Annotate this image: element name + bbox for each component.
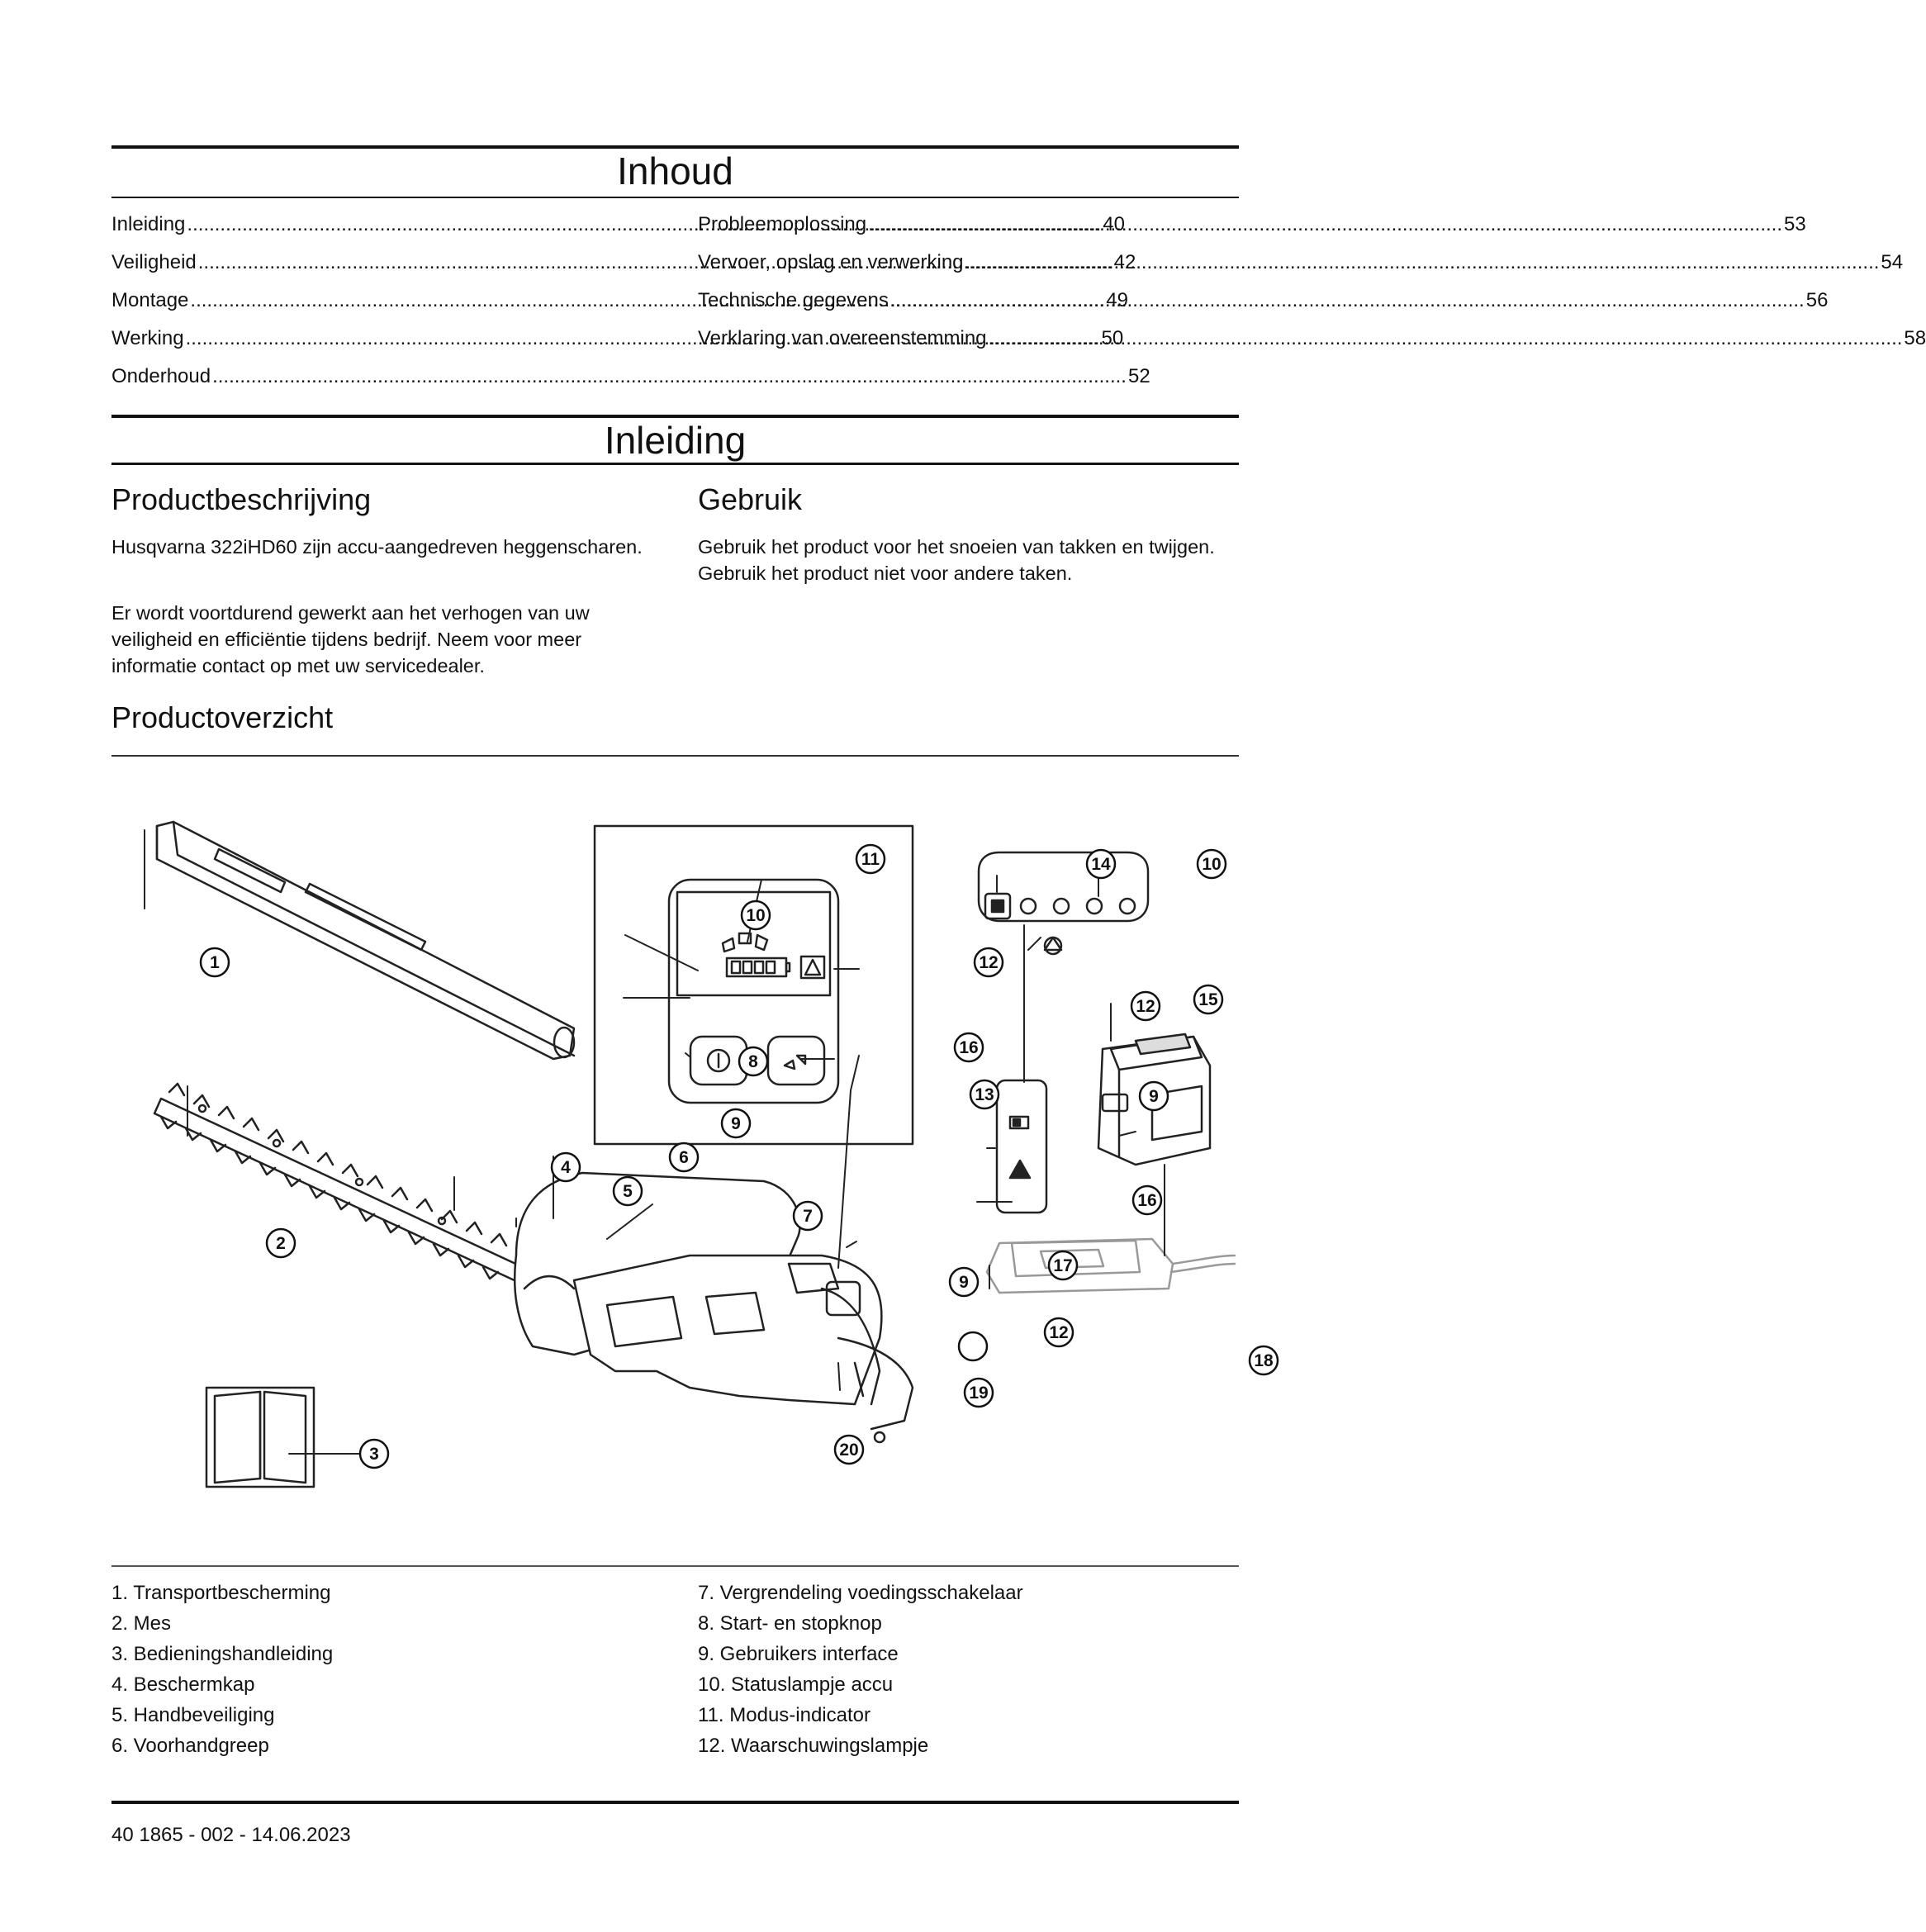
- callout-10: 10: [746, 906, 766, 925]
- callout-11: 11: [861, 850, 880, 869]
- legend-item: 9. Gebruikers interface: [698, 1643, 899, 1665]
- toc-title-rule: [111, 197, 1239, 198]
- callout-18: 18: [1254, 1351, 1274, 1370]
- toc-entry[interactable]: Montage ..... 49: [111, 289, 657, 327]
- legend-item: 11. Modus-indicator: [698, 1704, 870, 1726]
- legend-item: 3. Bedieningshandleiding: [111, 1643, 334, 1665]
- charger-light-panel: [997, 1080, 1046, 1213]
- legend-item: 5. Handbeveiliging: [111, 1704, 275, 1726]
- callout-9c: 9: [731, 1114, 741, 1133]
- product-description-p2: Er wordt voortdurend gewerkt aan het verhogen van uw veiligheid en efficiëntie tijdens bedrijf. Neem voor meer informatie contact op met uw servicedealer.: [111, 602, 590, 676]
- blade-drawing: [154, 1084, 524, 1282]
- toc-entry[interactable]: Verklaring van overeenstemming ..... 58: [698, 327, 1243, 365]
- legend-rule: [111, 1565, 1239, 1567]
- callout-13: 13: [975, 1085, 994, 1104]
- footer-page-info: 40 1865 - 002 - 14.06.2023: [111, 1824, 351, 1846]
- legend-item: 4. Beschermkap: [111, 1673, 255, 1696]
- legend-item: 10. Statuslampje accu: [698, 1673, 894, 1696]
- callout-8: 8: [748, 1052, 758, 1071]
- product-description-heading: Productbeschrijving: [111, 482, 372, 516]
- operator-manual-drawing: [206, 1388, 314, 1487]
- callout-12c: 12: [1049, 1323, 1069, 1342]
- toc-entry[interactable]: Technische gegevens ..... 56: [698, 289, 1243, 327]
- intro-top-rule: [111, 415, 1239, 418]
- footer-rule: [111, 1801, 1239, 1804]
- charger-drawing: [987, 1239, 1235, 1293]
- intro-title-rule: [111, 463, 1239, 465]
- usage-p1: Gebruik het product voor het snoeien van takken en twijgen. Gebruik het product niet voor andere taken.: [698, 536, 1215, 584]
- callout-12b: 12: [1136, 997, 1155, 1016]
- callout-9: 9: [959, 1273, 969, 1292]
- overview-rule: [111, 755, 1239, 757]
- intro-title: Inleiding: [604, 419, 747, 462]
- legend-left: [111, 1578, 333, 1761]
- callout-12: 12: [979, 953, 999, 972]
- legend-item: 12. Waarschuwingslampje: [698, 1735, 929, 1757]
- toc-entry[interactable]: Vervoer, opslag en verwerking ..... 54: [698, 251, 1243, 289]
- legend-item: 8. Start- en stopknop: [698, 1612, 882, 1635]
- toc-entry[interactable]: Inleiding ..... 40: [111, 213, 657, 251]
- product-overview-illustration: [111, 793, 1274, 1536]
- callout-10b: 10: [1202, 855, 1222, 874]
- battery-indicator-inset: [979, 852, 1148, 954]
- trimmer-body-drawing: [515, 1173, 913, 1442]
- callout-7: 7: [803, 1207, 813, 1226]
- usage-heading: Gebruik: [698, 482, 803, 516]
- toc-entry[interactable]: Probleemoplossing ..... 53: [698, 213, 1243, 251]
- transport-guard-drawing: [157, 822, 574, 1059]
- legend-item: 1. Transportbescherming: [111, 1582, 331, 1604]
- legend-item: 2. Mes: [111, 1612, 172, 1635]
- callout-14: 14: [1091, 855, 1111, 874]
- callout-16b: 16: [1137, 1191, 1157, 1210]
- callout-17: 17: [1053, 1256, 1073, 1275]
- control-panel-inset: [595, 826, 913, 1144]
- toc-entry[interactable]: Onderhoud ..... 52: [111, 365, 657, 403]
- toc-right-column: [698, 213, 1926, 365]
- callout-2: 2: [276, 1234, 286, 1253]
- callout-20: 20: [839, 1441, 859, 1460]
- callout-5: 5: [623, 1182, 633, 1201]
- callout-16: 16: [959, 1038, 979, 1057]
- callout-3: 3: [369, 1445, 379, 1464]
- toc-entry[interactable]: Veiligheid ..... 42: [111, 251, 657, 289]
- legend-right: [698, 1578, 1023, 1761]
- overview-heading: Productoverzicht: [111, 700, 334, 734]
- legend-item: 7. Vergrendeling voedingsschakelaar: [698, 1582, 1023, 1604]
- toc-entry[interactable]: Werking ..... 50: [111, 327, 657, 365]
- toc-title: Inhoud: [617, 150, 733, 192]
- toc-left-column: [111, 213, 1150, 403]
- callout-19: 19: [969, 1384, 989, 1403]
- callout-6: 6: [679, 1148, 689, 1167]
- callout-9b: 9: [1149, 1087, 1159, 1106]
- legend-item: 6. Voorhandgreep: [111, 1735, 269, 1757]
- callout-1: 1: [210, 953, 220, 972]
- top-rule: [111, 145, 1239, 149]
- callout-4: 4: [561, 1158, 571, 1177]
- product-description-p1: Husqvarna 322iHD60 zijn accu-aangedreven heggenscharen.: [111, 536, 643, 558]
- callout-15: 15: [1198, 990, 1218, 1009]
